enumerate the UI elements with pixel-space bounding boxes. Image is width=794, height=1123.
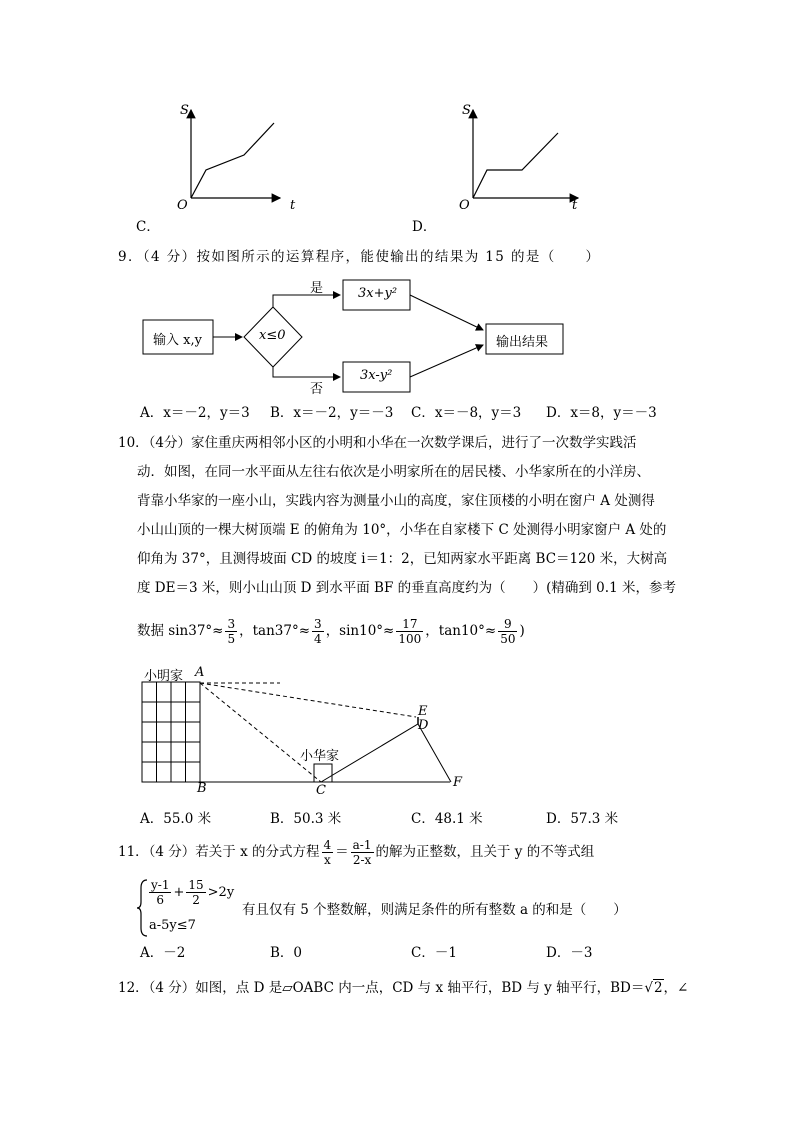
q10-point-b: B: [197, 781, 207, 796]
q11-ineq-1: $\frac{y-1}{6}$ + $\frac{15}{2}$ >2y: [151, 878, 235, 907]
graph-c-origin: O: [177, 198, 188, 213]
graph-c-curve: [191, 123, 274, 198]
q11-eq-right: $\frac{a-1}{2-x}$: [352, 838, 372, 867]
graph-c-x-label: t: [290, 198, 296, 213]
q9-output-label: 输出结果: [496, 335, 549, 350]
q10-option-d: D．57.3 米: [546, 811, 619, 827]
q10-option-a: A．55.0 米: [140, 811, 212, 827]
q10-line-2: 动．如图，在同一水平面从左往右依次是小明家所在的居民楼、小华家所在的小洋房、: [137, 464, 650, 480]
q11-option-b: B．0: [270, 945, 303, 961]
q10-line-3: 背靠小华家的一座小山，实践内容为测量小山的高度，家住顶楼的小明在窗户 A 处测得: [137, 493, 655, 509]
q9-option-b: B．x＝－2，y＝－3: [270, 405, 394, 421]
fraction-3-5: $\frac{3}{5}$: [227, 617, 236, 646]
q11-option-d: D．－3: [546, 945, 593, 961]
q10-point-e: E: [418, 704, 428, 719]
q10-depression-line: [200, 683, 416, 717]
q9-option-d: D．x＝8，y＝－3: [546, 405, 657, 421]
q9-stem: 9．（4 分）按如图所示的运算程序，能使输出的结果为 15 的是（ ）: [118, 249, 601, 265]
q9-flowchart: [140, 275, 580, 405]
fraction-3-4: $\frac{3}{4}$: [314, 617, 322, 646]
q10-point-d: D: [418, 718, 429, 733]
graph-d-svg: [410, 100, 590, 235]
q9-option-a: A．x＝－2，y＝3: [140, 405, 250, 421]
q10-line-4: 小山山顶的一棵大树顶端 E 的俯角为 10°，小华在自家楼下 C 处测得小明家窗户 A 处的: [137, 522, 667, 538]
q9-bottom-expr: 3x-y²: [360, 368, 393, 383]
graph-d-option-letter: D．: [412, 219, 437, 235]
q10-point-f: F: [453, 775, 463, 790]
q12-line-1: 12．（4 分）如图，点 D 是▱OABC 内一点，CD 与 x 轴平行，BD 与 y 轴平行，BD＝√2，∠: [118, 980, 689, 996]
graph-d-y-label: S: [462, 103, 471, 118]
q11-option-a: A．－2: [140, 945, 186, 961]
q10-xiaohua-label: 小华家: [300, 749, 340, 764]
q9-no-label: 否: [310, 382, 324, 397]
q10-home-label: 小明家: [144, 669, 184, 684]
q11-ineq-2: a-5y≤7: [149, 918, 196, 933]
q11-line-1: 11．（4 分）若关于 x 的分式方程 $\frac{4}{x}$ ＝ $\frac{a-1}{2-x}$ 的解为正整数，且关于 y 的不等式组: [118, 838, 595, 867]
q9-condition-label: x≤0: [259, 328, 286, 343]
q10-point-a: A: [195, 665, 205, 680]
q10-small-house: [314, 764, 332, 782]
graph-d-curve: [473, 133, 558, 198]
q9-option-c: C．x＝－8，y＝3: [411, 405, 522, 421]
fraction-9-50: $\frac{9}{50}$: [500, 617, 516, 646]
q10-line-6: 度 DE＝3 米，则小山山顶 D 到水平面 BF 的垂直高度约为（ ）(精确到 0.1 米，参考: [137, 580, 676, 596]
q11-option-c: C．－1: [411, 945, 457, 961]
q9-input-label: 输入 x,y: [153, 333, 202, 348]
q10-figure: [138, 662, 478, 800]
q10-line-1: 10．（4分）家住重庆两相邻小区的小明和小华在一次数学课后，进行了一次数学实践活: [118, 435, 637, 451]
q10-hill: [321, 724, 451, 782]
graph-c-y-label: S: [180, 103, 189, 118]
q10-line-5: 仰角为 37°，且测得坡面 CD 的坡度 i＝1：2，已知两家水平距离 BC＝120 米，大树高: [137, 551, 668, 567]
graph-c-option-letter: C．: [136, 219, 160, 235]
graph-d: [410, 100, 590, 235]
q10-point-c: C: [316, 783, 326, 798]
graph-d-x-label: t: [572, 198, 578, 213]
q11-eq-left: $\frac{4}{x}$: [323, 838, 332, 867]
sqrt-symbol: √: [644, 980, 653, 996]
q11-inequality-system: [137, 878, 697, 938]
q10-elevation-line: [200, 683, 321, 782]
q10-option-c: C．48.1 米: [411, 811, 483, 827]
graph-d-origin: O: [459, 198, 470, 213]
q9-yes-label: 是: [310, 281, 324, 296]
fraction-17-100: $\frac{17}{100}$: [398, 617, 422, 646]
q10-line-7: 数据 sin37°≈ $\frac{3}{5}$ ，tan37°≈ $\frac{3}{4}$ ，sin10°≈ $\frac{17}{100}$ ，tan10°≈ $\frac{9}{50}$ ): [137, 617, 525, 646]
q11-line-2: 有且仅有 5 个整数解，则满足条件的所有整数 a 的和是（ ）: [242, 902, 627, 918]
q10-option-b: B．50.3 米: [270, 811, 342, 827]
q9-top-expr: 3x+y²: [358, 286, 398, 301]
q10-building: [142, 682, 200, 782]
graph-c: [132, 100, 312, 235]
